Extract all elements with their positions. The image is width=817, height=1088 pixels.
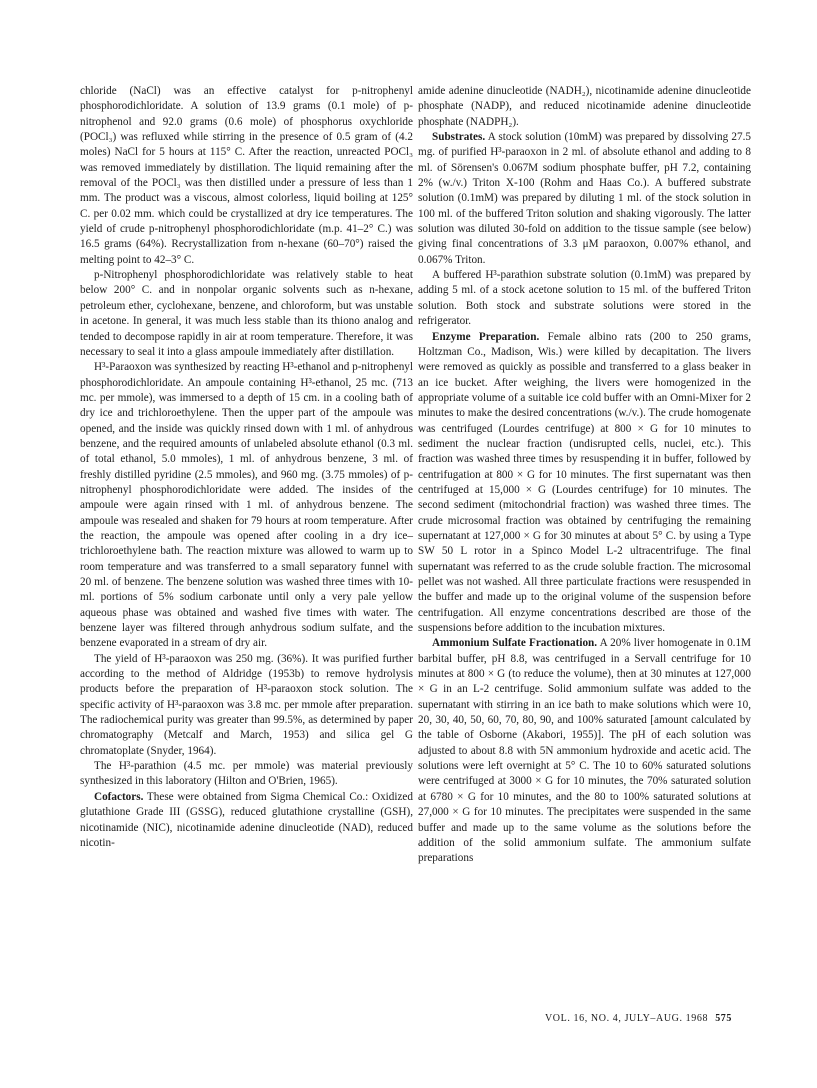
right-column [418, 84, 751, 867]
paragraph: H³-Paraoxon was synthesized by reacting H³-ethanol and p-nitrophenyl phosphorodichloridate. An ampoule containing H³-ethanol, 25 mc. (713 mc. per mmole), was immersed to a depth of 15 cm. in a cooling bath of dry ice and trichloroethylene. Then the upper part of the ampoule was opened, and the inside was quickly rinsed down with 1 ml. of anhydrous benzene, and the required amounts of unlabeled absolute ethanol (0.3 ml. of total ethanol, 5.0 mmoles), 1 ml. of anhydrous benzene, 3 ml. of freshly distilled pyridine (2.5 mmoles), and 960 mg. (3.75 mmoles) of p-nitrophenyl phosphorodichloridate were added. The insides of the ampoule were again rinsed with 1 ml. of anhydrous benzene. The ampoule was resealed and shaken for 79 hours at room temperature. After the reaction, the ampoule was opened after cooling in a dry ice–trichloroethylene bath. The reaction mixture was allowed to warm up to room temperature and was transferred to a small separatory funnel with 20 ml. of benzene. The benzene solution was washed three times with 10-ml. portions of 5% sodium carbonate until only a very pale yellow aqueous phase was obtained and washed five times with water. The benzene layer was filtered through anhydrous sodium sulfate, and the benzene evaporated in a stream of dry air. [80, 361, 413, 650]
journal-citation: VOL. 16, NO. 4, JULY–AUG. 1968 [544, 1013, 709, 1024]
page-footer [545, 1013, 732, 1024]
section-heading: Enzyme Preparation. [432, 330, 540, 343]
paragraph: The yield of H³-paraoxon was 250 mg. (36%). It was purified further according to the method of Aldridge (1953b) to remove hydrolysis products before the preparation of H³-paraoxon stock solution. The specific activity of H³-paraoxon was 3.8 mc. per mmole after preparation. The radiochemical purity was greater than 99.5%, as determined by paper chromatography (Metcalf and March, 1953) and silica gel G chromatoplate (Snyder, 1964). [80, 652, 413, 757]
paragraph: p-Nitrophenyl phosphorodichloridate was relatively stable to heat below 200° C. and in nonpolar organic solvents such as n-hexane, petroleum ether, cyclohexane, benzene, and chloroform, but was unstable in acetone. In general, it was much less stable than its thiono analog and tended to decompose rapidly in air at room temperature. Therefore, it was necessary to seal it into a glass ampoule immediately after distillation. [80, 269, 413, 358]
section-heading: Cofactors. [94, 790, 144, 803]
paragraph: Enzyme Preparation. Female albino rats (200 to 250 grams, Holtzman Co., Madison, Wis.) were killed by decapitation. The livers were removed as quickly as possible and transferred to a glass beaker in an ice bucket. After weighing, the livers were homogenized in the appropriate volume of a suitable ice cold buffer with an Omni-Mixer for 2 minutes to make the desired concentrations (w./v.). The crude homogenate was centrifuged (Lourdes centrifuge) at 800 × G for 10 minutes to sediment the nuclear fraction (undisrupted cells, nuclei, etc.). This fraction was washed three times by resuspending it in buffer, followed by centrifugation at 800 × G for 10 minutes. The first supernatant was then centrifuged at 15,000 × G (Lourdes centrifuge) for 10 minutes. The second sediment (mitochondrial fraction) was washed three times. The crude microsomal fraction was obtained by centrifuging the remaining supernatant at 127,000 × G for 30 minutes at about 5° C. by using a Type SW 50 L rotor in a Spinco Model L-2 ultracentrifuge. The final supernatant was referred to as the crude soluble fraction. The microsomal pellet was not washed. All three particulate fractions were resuspended in the buffer and made up to the original volume of the suspension before centrifugation. All enzyme concentrations described are those of the suspensions before addition to the incubation mixtures. [418, 330, 751, 635]
paragraph: Substrates. A stock solution (10mM) was prepared by dissolving 27.5 mg. of purified H³-paraoxon in 2 ml. of absolute ethanol and adding to 8 ml. of Sörensen's 0.067M sodium phosphate buffer, pH 7.2, containing 2% (w./v.) Triton X-100 (Rohm and Haas Co.). A buffered substrate solution (0.1mM) was prepared by diluting 1 ml. of the stock solution in 100 ml. of the buffered Triton solution and shaking vigorously. The latter solution was diluted 30-fold on addition to the tissue sample (see below) giving final concentrations of 3.3 μM paraoxon, 0.007% ethanol, and 0.067% Triton. [418, 131, 751, 266]
section-heading: Substrates. [432, 131, 486, 144]
paragraph: amide adenine dinucleotide (NADH₂), nicotinamide adenine dinucleotide phosphate (NADP), and reduced nicotinamide adenine dinucleotide phosphate (NADPH₂). [418, 85, 751, 128]
paragraph: The H³-parathion (4.5 mc. per mmole) was material previously synthesized in this laboratory (Hilton and O'Brien, 1965). [80, 760, 413, 788]
paragraph: chloride (NaCl) was an effective catalyst for p-nitrophenyl phosphorodichloridate. A solution of 13.9 grams (0.1 mole) of p-nitrophenol and 92.0 grams (0.6 mole) of phosphorus oxychloride (POCl₃) was refluxed while stirring in the presence of 0.5 gram of (4.2 moles) NaCl for 5 hours at 115° C. After the reaction, unreacted POCl₃ was removed immediately by distillation. The liquid remaining after the removal of the POCl₃ was then distilled under a pressure of less than 1 mm. The product was a viscous, almost colorless, liquid boiling at 125° C. per 0.02 mm. which could be crystallized at dry ice temperatures. The yield of crude p-nitrophenyl phosphorodichloridate (m.p. 41–2° C.) was 16.5 grams (64%). Recrystallization from n-hexane (60–70°) raised the melting point to 42–3° C. [80, 85, 413, 266]
page-number: 575 [715, 1013, 732, 1024]
section-heading: Ammonium Sulfate Fractionation. [432, 637, 598, 650]
paragraph: A buffered H³-parathion substrate solution (0.1mM) was prepared by adding 5 ml. of a stock acetone solution to 15 ml. of the buffered Triton solution. Both stock and substrate solutions were stored in the refrigerator. [418, 269, 751, 328]
paragraph: Ammonium Sulfate Fractionation. A 20% liver homogenate in 0.1M barbital buffer, pH 8.8, was centrifuged in a Servall centrifuge for 10 minutes at 800 × G (to reduce the volume), then at 30 minutes at 127,000 × G in an L-2 centrifuge. Solid ammonium sulfate was added to the supernatant with stirring in an ice bath to make solutions which were 10, 20, 30, 40, 50, 60, 70, 80, 90, and 100% saturated [amount calculated by the table of Osborne (Akabori, 1955)]. The pH of each solution was adjusted to about 8.8 with 5N ammonium hydroxide and acetic acid. The solutions were left overnight at 5° C. The 10 to 60% saturated solutions were centrifuged at 3000 × G for 10 minutes, the 70% saturated solution at 6780 × G for 10 minutes, and the 80 to 100% saturated solutions at 27,000 × G for 10 minutes. The precipitates were suspended in the same buffer and made up to the same volume as the solutions before the addition of the solid ammonium sulfate. The ammonium sulfate preparations [418, 637, 752, 865]
left-column [80, 84, 413, 851]
paragraph: Cofactors. These were obtained from Sigma Chemical Co.: Oxidized glutathione Grade III (GSSG), reduced glutathione crystalline (GSH), nicotinamide (NIC), nicotinamide adenine dinucleotide (NAD), reduced nicotin- [80, 790, 413, 849]
